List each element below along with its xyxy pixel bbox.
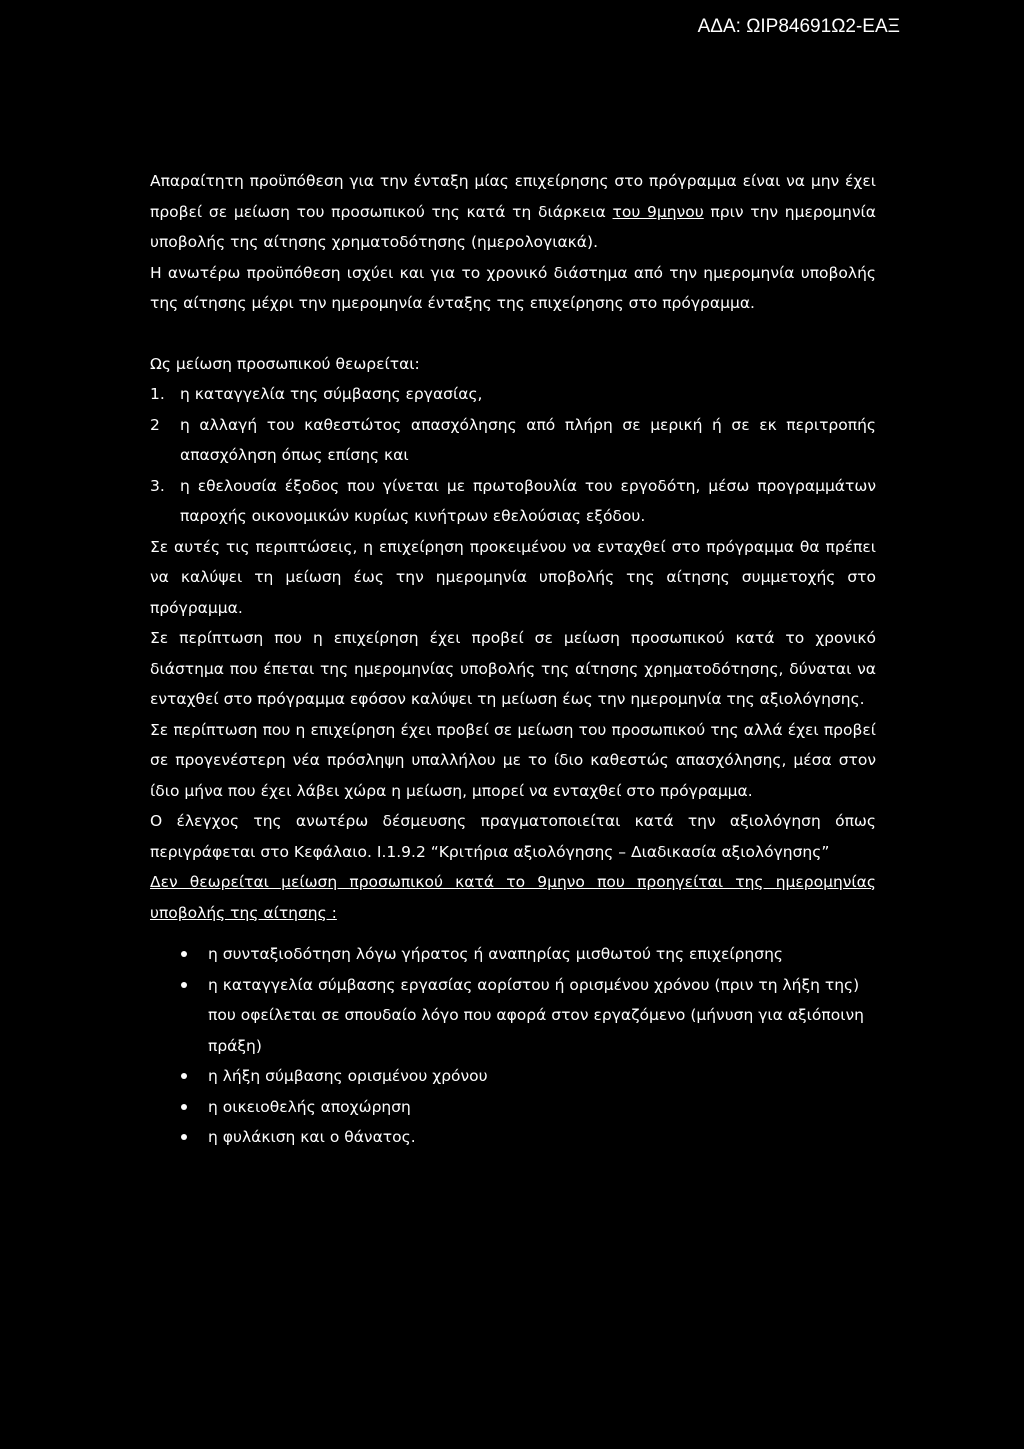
numbered-item-text: η καταγγελία της σύμβασης εργασίας, [180,385,483,403]
numbered-item-text: η εθελουσία έξοδος που γίνεται με πρωτοβουλία του εργοδότη, μέσω προγραμμάτων παροχής οικονομικών κυρίως κινήτρων εθελούσιας εξόδου. [180,476,876,525]
numbered-item-number: 1. [150,385,165,403]
bullet-item-text: η συνταξιοδότηση λόγω γήρατος ή αναπηρίας μισθωτού της επιχείρησης [208,945,783,963]
bullet-item-text: η λήξη σύμβασης ορισμένου χρόνου [208,1067,488,1085]
paragraph-requirement [150,166,876,258]
paragraph-after-submission: Σε περίπτωση που η επιχείρηση έχει προβεί σε μείωση προσωπικού κατά το χρονικό διάστημα που έπεται της ημερομηνίας υποβολής της αίτησης χρηματοδότησης, δύναται να ενταχθεί στο πρόγραμμα εφόσον καλύψει τη μείωση έως την ημερομηνία της αξιολόγησης. [150,629,876,708]
paragraph-condition-period: Η ανωτέρω προϋπόθεση ισχύει και για το χρονικό διάστημα από την ημερομηνία υποβολής της αίτησης μέχρι την ημερομηνία ένταξης της επιχείρησης στο πρόγραμμα. [150,263,876,312]
paragraph-requirement-end: πριν την ημερομηνία υποβολής της αίτησης χρηματοδότησης (ημερολογιακά). [150,202,876,251]
bullet-item-text: η φυλάκιση και ο θάνατος. [208,1128,416,1146]
bullet-item [150,1122,876,1153]
bullet-item [150,970,876,1062]
numbered-item [150,471,876,532]
numbered-item-number: 3. [150,476,165,495]
bullet-list [150,939,876,1153]
paragraph-not-considered-reduction: Δεν θεωρείται μείωση προσωπικού κατά το 9μηνο που προηγείται της ημερομηνίας υποβολής της αίτησης : [150,873,876,922]
paragraph-evaluation-check: Ο έλεγχος της ανωτέρω δέσμευσης πραγματοποιείται κατά την αξιολόγηση όπως περιγράφεται στο Κεφάλαιο. Ι.1.9.2 “Κριτήρια αξιολόγησης – Διαδικασία αξιολόγησης” [150,812,876,861]
spacer [150,928,876,939]
bullet-dot-icon [181,1134,187,1140]
bullet-dot-icon [181,1104,187,1110]
bullet-item [150,1061,876,1092]
bullet-dot-icon [181,1073,187,1079]
ada-document-code: ΑΔΑ: ΩΙΡ84691Ω2-ΕΑΞ [697,16,900,37]
document-body [150,166,876,1153]
bullet-item-text: η καταγγελία σύμβασης εργασίας αορίστου ή ορισμένου χρόνου (πριν τη λήξη της) που οφείλεται σε σπουδαίο λόγο που αφορά στον εργαζόμενο (μήνυση για αξιόποινη πράξη) [208,975,864,1055]
paragraph-reduction-definition: Ως μείωση προσωπικού θεωρείται: [150,354,420,373]
numbered-item-text: η αλλαγή του καθεστώτος απασχόλησης από πλήρη σε μερική ή σε εκ περιτροπής απασχόληση όπως επίσης και [180,415,876,464]
bullet-dot-icon [181,982,187,988]
paragraph-new-hire: Σε περίπτωση που η επιχείρηση έχει προβεί σε μείωση του προσωπικού της αλλά έχει προβεί σε προγενέστερη νέα πρόσληψη υπαλλήλου με το ίδιο καθεστώς απασχόλησης, μέσα στον ίδιο μήνα που έχει λάβει χώρα η μείωση, μπορεί να ενταχθεί στο πρόγραμμα. [150,720,876,800]
paragraph-requirement-start: Απαραίτητη προϋπόθεση για την ένταξη μίας επιχείρησης στο πρόγραμμα είναι να μην έχει προβεί σε μείωση του προσωπικού της κατά τη διάρκεια [150,172,876,221]
numbered-item [150,410,876,471]
paragraph-cover-reduction: Σε αυτές τις περιπτώσεις, η επιχείρηση προκειμένου να ενταχθεί στο πρόγραμμα θα πρέπει να καλύψει τη μείωση έως την ημερομηνία υποβολής της αίτησης συμμετοχής στο πρόγραμμα. [150,537,876,617]
bullet-dot-icon [181,951,187,957]
bullet-item [150,1092,876,1123]
bullet-item [150,939,876,970]
spacer [150,319,876,349]
numbered-item-number: 2 [150,415,160,434]
bullet-item-text: η οικειοθελής αποχώρηση [208,1097,411,1116]
numbered-item [150,379,876,410]
underlined-nine-months: του 9μηνου [612,202,704,221]
